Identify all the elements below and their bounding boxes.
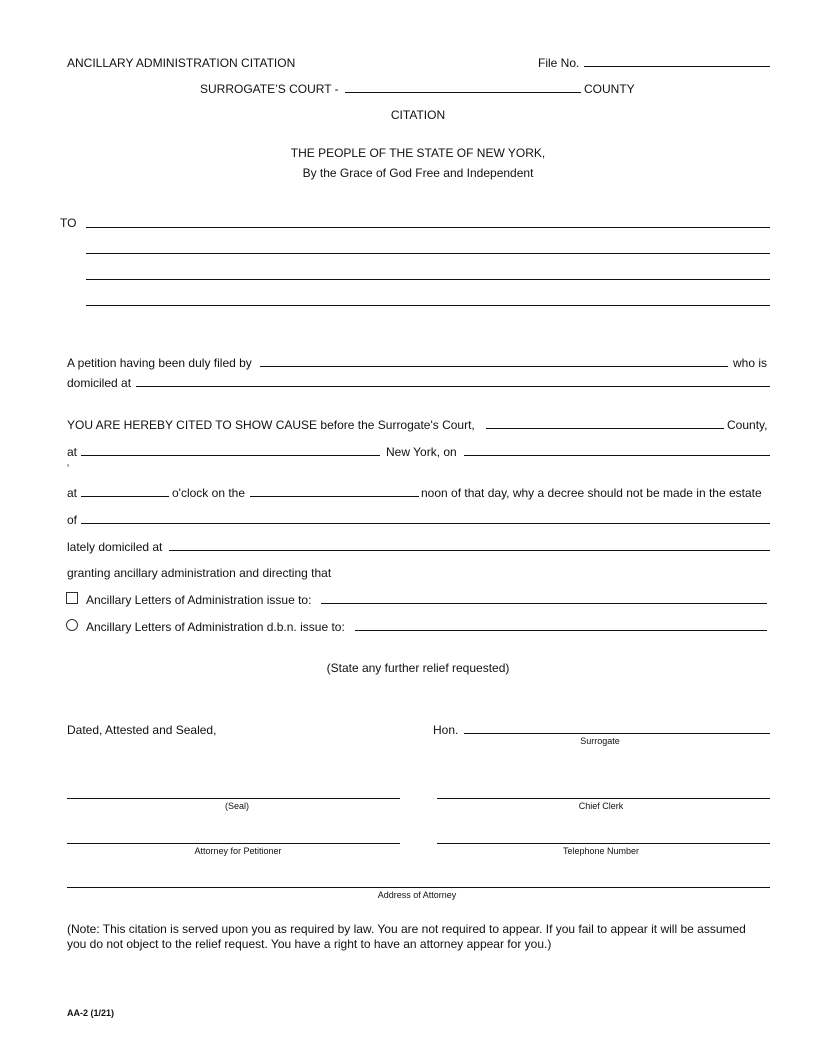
- letters-admin-label: Ancillary Letters of Administration issue to:: [86, 593, 312, 607]
- cited-label: YOU ARE HEREBY CITED TO SHOW CAUSE before the Surrogate's Court,: [67, 418, 475, 432]
- new-york-on-label: New York, on: [386, 445, 457, 459]
- form-title: ANCILLARY ADMINISTRATION CITATION: [67, 56, 296, 70]
- letters-dbn-radio[interactable]: [66, 619, 78, 631]
- grace-heading: By the Grace of God Free and Independent: [302, 166, 534, 180]
- attorney-caption: Attorney for Petitioner: [194, 846, 282, 856]
- petitioner-field[interactable]: [260, 366, 728, 367]
- hon-label: Hon.: [433, 723, 459, 737]
- attorney-line[interactable]: [67, 843, 400, 844]
- seal-caption: (Seal): [224, 801, 249, 811]
- hearing-time-field[interactable]: [81, 496, 169, 497]
- dated-label: Dated, Attested and Sealed,: [67, 723, 217, 737]
- to-line-3[interactable]: [86, 279, 770, 280]
- fore-after-noon-field[interactable]: [250, 496, 419, 497]
- petition-filed-by-label: A petition having been duly filed by: [67, 356, 252, 370]
- file-no-field[interactable]: [584, 66, 770, 67]
- noon-text: noon of that day, why a decree should not be made in the estate: [421, 486, 762, 500]
- seal-line[interactable]: [67, 798, 400, 799]
- letters-admin-checkbox[interactable]: [66, 592, 78, 604]
- hearing-date-field[interactable]: [464, 455, 770, 456]
- letters-dbn-field[interactable]: [355, 630, 767, 631]
- people-heading: THE PEOPLE OF THE STATE OF NEW YORK,: [290, 146, 546, 160]
- chief-clerk-caption: Chief Clerk: [578, 801, 624, 811]
- address-caption: Address of Attorney: [377, 890, 457, 900]
- at-label: at: [67, 445, 78, 459]
- decedent-domicile-field[interactable]: [169, 550, 770, 551]
- further-relief-label: (State any further relief requested): [326, 661, 510, 675]
- telephone-caption: Telephone Number: [562, 846, 640, 856]
- telephone-line[interactable]: [437, 843, 770, 844]
- address-line[interactable]: [67, 887, 770, 888]
- court-county-field[interactable]: [345, 92, 581, 93]
- letters-admin-field[interactable]: [321, 603, 767, 604]
- to-line-4[interactable]: [86, 305, 770, 306]
- to-label: TO: [60, 216, 77, 230]
- who-is-label: who is: [733, 356, 768, 370]
- county-label: COUNTY: [584, 82, 635, 96]
- at-time-label: at: [67, 486, 78, 500]
- domiciled-at-label: domiciled at: [67, 376, 132, 390]
- lately-domiciled-label: lately domiciled at: [67, 540, 163, 554]
- form-code: AA-2 (1/21): [67, 1008, 115, 1018]
- surrogate-signature-field[interactable]: [464, 733, 770, 734]
- county-comma-label: County,: [727, 418, 768, 432]
- of-label: of: [67, 513, 78, 527]
- to-line-1[interactable]: [86, 227, 770, 228]
- cause-county-field[interactable]: [486, 428, 724, 429]
- legal-note: (Note: This citation is served upon you as required by law. You are not required to appear. If you fail to appear it will be assumed you do not object to the relief request. You have a right to have an attorney appear for you.): [67, 922, 746, 951]
- letters-dbn-label: Ancillary Letters of Administration d.b.n. issue to:: [86, 620, 345, 634]
- estate-name-field[interactable]: [81, 523, 770, 524]
- oclock-label: o'clock on the: [172, 486, 246, 500]
- chief-clerk-line[interactable]: [437, 798, 770, 799]
- surrogate-caption: Surrogate: [580, 736, 620, 746]
- court-label: SURROGATE’S COURT -: [200, 82, 339, 96]
- to-line-2[interactable]: [86, 253, 770, 254]
- granting-label: granting ancillary administration and directing that: [67, 566, 332, 580]
- court-location-field[interactable]: [81, 455, 380, 456]
- petitioner-domicile-field[interactable]: [136, 386, 770, 387]
- stray-mark: ‘: [67, 463, 70, 474]
- file-no-label: File No.: [538, 56, 580, 70]
- citation-heading: CITATION: [390, 108, 446, 122]
